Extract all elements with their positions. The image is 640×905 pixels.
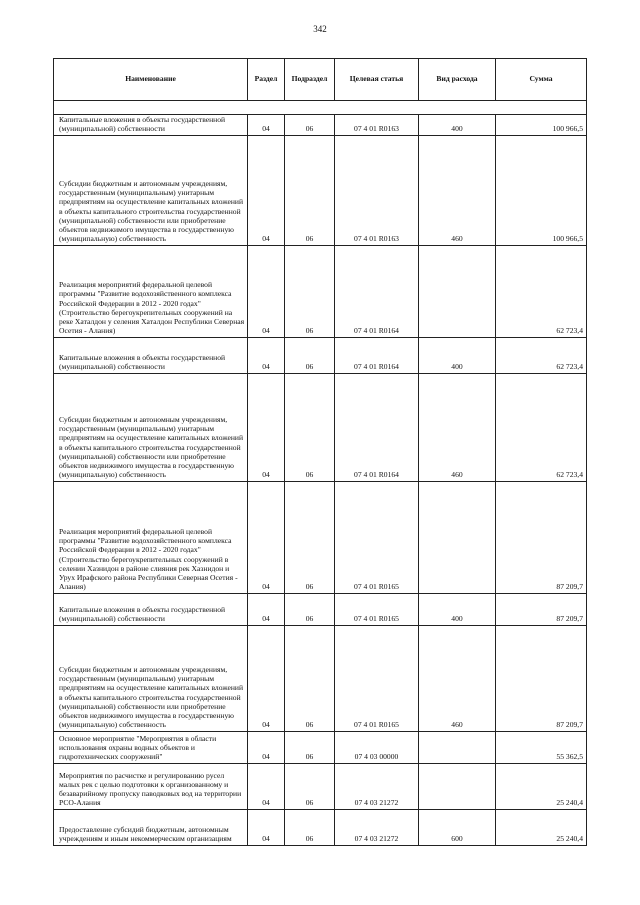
row-amount: 55 362,5: [496, 731, 587, 763]
row-subsection: 06: [285, 731, 335, 763]
row-subsection: 06: [285, 245, 335, 337]
row-section: 04: [248, 809, 285, 845]
row-target: 07 4 01 R0164: [335, 245, 419, 337]
row-name: Капитальные вложения в объекты государственной (муниципальной) собственности: [54, 115, 248, 136]
row-amount: 62 723,4: [496, 245, 587, 337]
table-row: [54, 809, 587, 845]
table-row: [54, 625, 587, 731]
row-name: Субсидии бюджетным и автономным учреждениям, государственным (муниципальным) унитарным предприятиям на осуществление капитальных вложений в объекты капитального строительства государственной (муниципальной) собственности или приобретение объектов недвижимого имущества в государственную (муниципальную) собственность: [54, 135, 248, 245]
row-section: 04: [248, 245, 285, 337]
row-section: 04: [248, 373, 285, 481]
row-amount: 87 209,7: [496, 481, 587, 593]
table-row: [54, 763, 587, 809]
row-expense-type: 460: [419, 373, 496, 481]
table-header-row: [54, 59, 587, 101]
header-name: Наименование: [54, 59, 248, 101]
row-target: 07 4 01 R0163: [335, 135, 419, 245]
row-section: 04: [248, 115, 285, 136]
row-subsection: 06: [285, 481, 335, 593]
row-name: Субсидии бюджетным и автономным учреждениям, государственным (муниципальным) унитарным предприятиям на осуществление капитальных вложений в объекты капитального строительства государственной (муниципальной) собственности или приобретение объектов недвижимого имущества в государственную (муниципальную) собственность: [54, 625, 248, 731]
row-target: 07 4 01 R0164: [335, 373, 419, 481]
row-target: 07 4 01 R0165: [335, 593, 419, 625]
row-amount: 87 209,7: [496, 593, 587, 625]
page-number: 342: [313, 24, 327, 34]
table-row: [54, 115, 587, 136]
row-section: 04: [248, 135, 285, 245]
row-target: 07 4 01 R0165: [335, 625, 419, 731]
row-amount: 100 966,5: [496, 135, 587, 245]
row-subsection: 06: [285, 135, 335, 245]
row-amount: 62 723,4: [496, 337, 587, 373]
table-row: [54, 245, 587, 337]
row-target: 07 4 01 R0165: [335, 481, 419, 593]
row-target: 07 4 03 21272: [335, 763, 419, 809]
row-subsection: 06: [285, 625, 335, 731]
row-expense-type: [419, 245, 496, 337]
row-amount: 25 240,4: [496, 763, 587, 809]
row-amount: 62 723,4: [496, 373, 587, 481]
row-section: 04: [248, 593, 285, 625]
row-amount: 25 240,4: [496, 809, 587, 845]
table-row: [54, 731, 587, 763]
row-expense-type: 400: [419, 115, 496, 136]
row-subsection: 06: [285, 373, 335, 481]
row-subsection: 06: [285, 763, 335, 809]
table-row: [54, 135, 587, 245]
row-expense-type: 600: [419, 809, 496, 845]
row-section: 04: [248, 763, 285, 809]
budget-table: [53, 58, 587, 846]
table-row: [54, 481, 587, 593]
header-subsection: Подраздел: [285, 59, 335, 101]
row-expense-type: 400: [419, 337, 496, 373]
row-name: Основное мероприятие "Мероприятия в области использования охраны водных объектов и гидротехнических сооружений": [54, 731, 248, 763]
header-expense-type: Вид расхода: [419, 59, 496, 101]
row-name: Реализация мероприятий федеральной целевой программы "Развитие водохозяйственного комплекса Российской Федерации в 2012 - 2020 годах" (Строительство берегоукрепительных сооружений на реке Хаталдон у селения Хаталдон Республики Северная Осетия - Алания): [54, 245, 248, 337]
row-target: 07 4 03 21272: [335, 809, 419, 845]
row-section: 04: [248, 731, 285, 763]
row-name: Предоставление субсидий бюджетным, автономным учреждениям и иным некоммерческим организациям: [54, 809, 248, 845]
row-name: Капитальные вложения в объекты государственной (муниципальной) собственности: [54, 593, 248, 625]
row-name: Капитальные вложения в объекты государственной (муниципальной) собственности: [54, 337, 248, 373]
row-subsection: 06: [285, 115, 335, 136]
table-row: [54, 593, 587, 625]
row-expense-type: 460: [419, 625, 496, 731]
row-subsection: 06: [285, 337, 335, 373]
row-expense-type: 400: [419, 593, 496, 625]
header-amount: Сумма: [496, 59, 587, 101]
row-amount: 100 966,5: [496, 115, 587, 136]
row-target: 07 4 01 R0164: [335, 337, 419, 373]
header-section: Раздел: [248, 59, 285, 101]
table-row: [54, 373, 587, 481]
row-section: 04: [248, 337, 285, 373]
spacer-row: [54, 101, 587, 115]
row-subsection: 06: [285, 593, 335, 625]
row-expense-type: [419, 481, 496, 593]
row-expense-type: 460: [419, 135, 496, 245]
row-target: 07 4 03 00000: [335, 731, 419, 763]
row-amount: 87 209,7: [496, 625, 587, 731]
header-target: Целевая статья: [335, 59, 419, 101]
table-row: [54, 337, 587, 373]
row-section: 04: [248, 625, 285, 731]
row-name: Субсидии бюджетным и автономным учреждениям, государственным (муниципальным) унитарным предприятиям на осуществление капитальных вложений в объекты капитального строительства государственной (муниципальной) собственности или приобретение объектов недвижимого имущества в государственную (муниципальную) собственность: [54, 373, 248, 481]
row-expense-type: [419, 763, 496, 809]
row-expense-type: [419, 731, 496, 763]
row-target: 07 4 01 R0163: [335, 115, 419, 136]
row-section: 04: [248, 481, 285, 593]
row-subsection: 06: [285, 809, 335, 845]
row-name: Реализация мероприятий федеральной целевой программы "Развитие водохозяйственного комплекса Российской Федерации в 2012 - 2020 годах" (Строительство берегоукрепительных сооружений в селении Хазнидон в районе слияния рек Хазнидон и Урух Ирафского района Республики Северная Осетия - Алания): [54, 481, 248, 593]
row-name: Мероприятия по расчистке и регулированию русел малых рек с целью подготовки к организованному и безаварийному пропуску паводковых вод на территории РСО-Алания: [54, 763, 248, 809]
